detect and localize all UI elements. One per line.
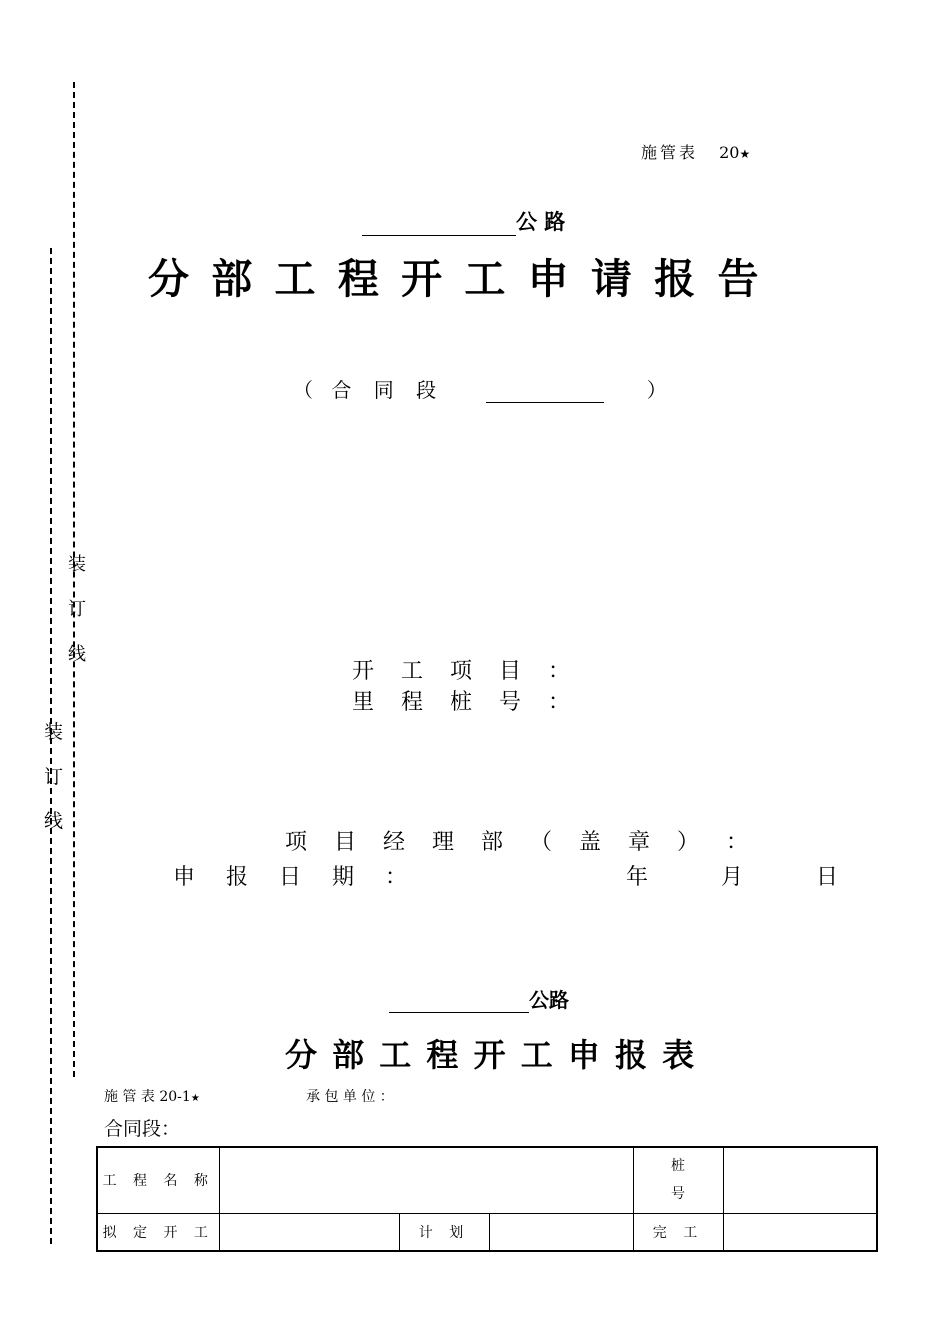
contract-blank [486,382,604,403]
date-label: 申 报 日 期 ： [173,865,419,890]
chainage-label-cell [633,1147,723,1213]
contract-label: 合 同 段 [331,378,445,402]
chainage-char-2: 号 [671,1186,686,1203]
date-line [173,860,838,891]
binding-char-inner-2: 订 [68,599,86,620]
planned-start-value[interactable] [219,1213,399,1251]
application-table [96,1146,878,1252]
form-title: 分 部 工 程 开 工 申 报 表 [285,1036,697,1074]
dept-label: 项 目 经 理 部 （ 盖 章 ） ： [285,830,758,855]
date-day: 日 [816,865,839,890]
form-code-header [641,140,750,163]
cover-title: 分 部 工 程 开 工 申 请 报 告 [148,255,763,303]
form-star-icon: ★ [190,1093,200,1104]
form-road-name-blank [389,988,529,1013]
form-road-line [389,984,569,1013]
cover-contract-line [293,374,667,403]
complete-value[interactable] [723,1213,877,1251]
form-code-text: 施管表 [641,143,699,162]
form-code-line [104,1086,200,1106]
binding-char-outer-1: 装 [44,721,64,743]
cover-road-line [362,206,565,236]
binding-char-outer-3: 线 [44,810,64,832]
project-name-label: 工 程 名 称 [97,1147,219,1213]
road-name-blank [362,209,516,236]
complete-label: 完 工 [633,1213,723,1251]
form-road-suffix: 公路 [529,988,569,1012]
table-row [97,1213,877,1251]
plan-label: 计 划 [399,1213,489,1251]
date-month: 月 [721,865,744,890]
plan-value[interactable] [489,1213,633,1251]
planned-start-label: 拟 定 开 工 [97,1213,219,1251]
cover-road-suffix: 公 路 [516,210,566,234]
project-label: 开 工 项 目 ： [352,659,580,684]
binding-char-inner-3: 线 [68,644,86,665]
table-row [97,1147,877,1213]
chainage-value[interactable] [723,1147,877,1213]
chainage-char-1: 桩 [671,1158,686,1175]
form-code: 施 管 表 20-1 [104,1089,191,1105]
project-name-value[interactable] [219,1147,633,1213]
binding-char-outer-2: 订 [44,766,64,788]
form-code-number: 20 [719,143,740,162]
binding-char-inner-1: 装 [68,554,86,575]
contract-close-paren: ） [646,378,667,402]
date-year: 年 [625,865,648,890]
binding-line-outer [50,248,52,1244]
chainage-label: 里 程 桩 号 ： [352,690,580,715]
contract-open-paren: （ [293,378,313,402]
binding-line-inner [73,82,75,1077]
contractor-label: 承 包 单 位 ： [306,1089,394,1105]
form-contract-label: 合同段： [104,1118,181,1140]
star-icon: ★ [739,147,751,161]
